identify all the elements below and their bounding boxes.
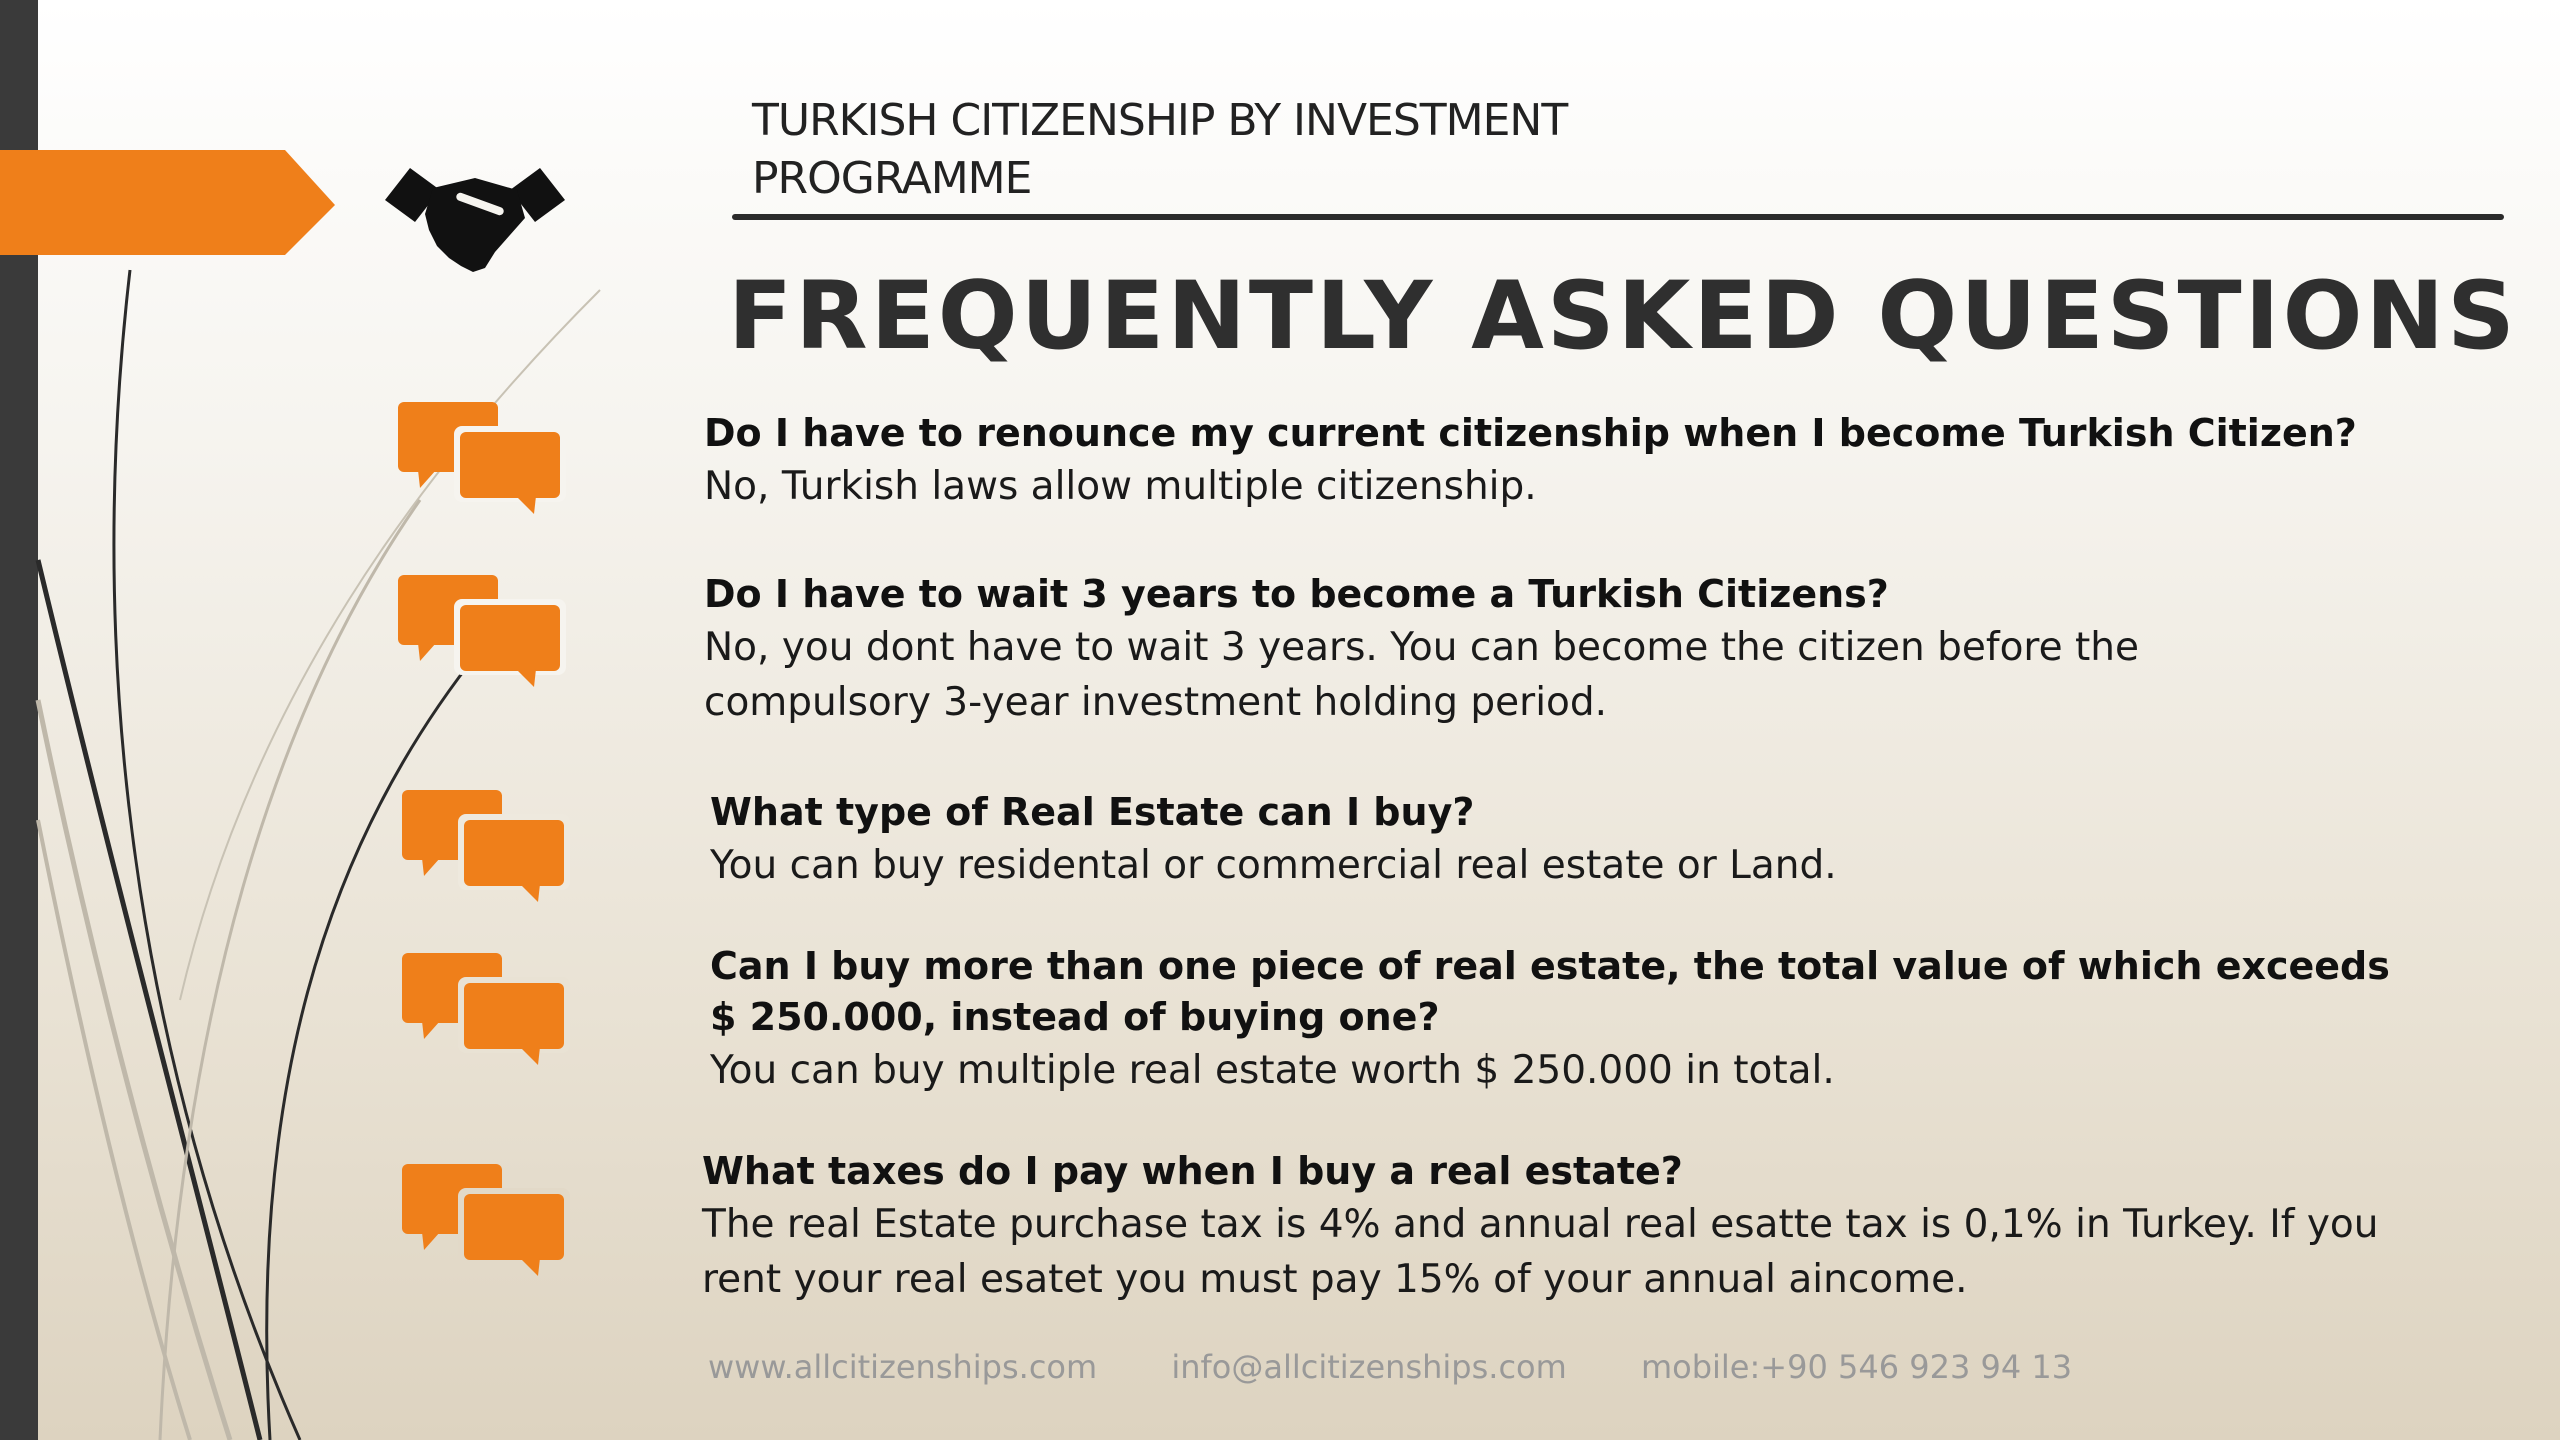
orange-arrow-shape [0,150,340,260]
header-divider [732,214,2504,220]
header-title-line1: TURKISH CITIZENSHIP BY INVESTMENT [752,95,1568,146]
faq-answer: You can buy multiple real estate worth $ 250.000 in total. [710,1048,1835,1093]
speech-bubbles-icon [402,788,572,908]
footer-mobile: mobile:+90 546 923 94 13 [1640,1348,2073,1386]
faq-item-4 [710,941,2410,1098]
speech-bubbles-icon [398,573,568,693]
faq-question: What taxes do I pay when I buy a real estate? [702,1149,1683,1193]
faq-question: Do I have to wait 3 years to become a Turkish Citizens? [704,572,1889,616]
faq-item-3 [710,787,2490,893]
footer-contact [708,1348,2136,1386]
faq-answer: No, Turkish laws allow multiple citizenship. [704,464,1537,509]
faq-item-1 [704,408,2504,514]
footer-email[interactable]: info@allcitizenships.com [1171,1348,1567,1386]
page-title: FREQUENTLY ASKED QUESTIONS [728,262,2518,371]
handshake-icon [385,160,565,275]
faq-item-5 [702,1146,2442,1307]
speech-bubbles-icon [402,1162,572,1282]
speech-bubbles-icon [398,400,568,520]
faq-question: What type of Real Estate can I buy? [710,790,1475,834]
faq-question: Do I have to renounce my current citizenship when I become Turkish Citizen? [704,411,2357,455]
faq-answer: No, you dont have to wait 3 years. You can become the citizen before the compulsory 3-year investment holding period. [704,625,2140,725]
footer-website[interactable]: www.allcitizenships.com [708,1348,1098,1386]
faq-question: Can I buy more than one piece of real estate, the total value of which exceeds $ 250.000, instead of buying one? [710,944,2390,1039]
faq-answer: You can buy residental or commercial real estate or Land. [710,843,1837,888]
speech-bubbles-icon [402,951,572,1071]
faq-answer: The real Estate purchase tax is 4% and annual real esatte tax is 0,1% in Turkey. If you rent your real esatet you must pay 15% of your annual aincome. [702,1202,2379,1302]
header-title-line2: PROGRAMME [752,153,1032,204]
faq-item-2 [704,569,2284,730]
header-title [752,92,1652,208]
